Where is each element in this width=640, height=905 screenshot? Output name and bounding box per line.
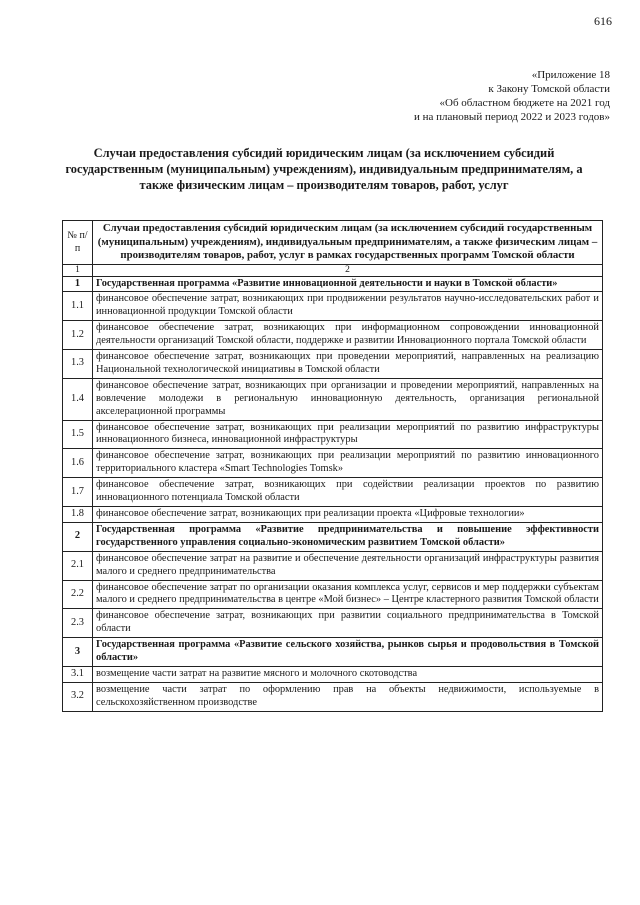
table-row xyxy=(63,666,603,682)
row-number: 1.7 xyxy=(63,478,93,507)
row-number: 1.8 xyxy=(63,507,93,523)
row-number: 2.2 xyxy=(63,580,93,609)
header-description: Случаи предоставления субсидий юридическим лицам (за исключением субсидий государственным (муниципальным) учреждениям), индивидуальным предпринимателям, а также физическим лицам – производителям товаров, работ, услуг в рамках государственных программ Томской области xyxy=(93,221,603,265)
header-number: № п/п xyxy=(63,221,93,265)
row-number: 3 xyxy=(63,638,93,667)
row-description: финансовое обеспечение затрат, возникающих при проведении мероприятий, направленных на реализацию Национальной технологической инициативы в Томской области xyxy=(93,350,603,379)
table-index-row xyxy=(63,264,603,276)
row-description: возмещение части затрат по оформлению прав на объекты недвижимости, используемые в сельскохозяйственном производстве xyxy=(93,682,603,711)
table-row xyxy=(63,580,603,609)
row-description: финансовое обеспечение затрат, возникающих при реализации мероприятий по развитию инновационного территориального кластера «Smart Technologies Tomsk» xyxy=(93,449,603,478)
table-row xyxy=(63,378,603,420)
index-col-1: 1 xyxy=(63,264,93,276)
row-description: финансовое обеспечение затрат, возникающих при реализации мероприятий по развитию инфраструктуры инновационного бизнеса, инновационной инфраструктуры xyxy=(93,420,603,449)
row-number: 3.2 xyxy=(63,682,93,711)
appendix-line: к Закону Томской области xyxy=(488,83,610,95)
program-row xyxy=(63,276,603,292)
index-col-2: 2 xyxy=(93,264,603,276)
table-row xyxy=(63,321,603,350)
row-number: 1.1 xyxy=(63,292,93,321)
row-description: финансовое обеспечение затрат, возникающих при содействии реализации проектов по развитию инновационного потенциала Томской области xyxy=(93,478,603,507)
table-row xyxy=(63,551,603,580)
row-number: 1.5 xyxy=(63,420,93,449)
appendix-header xyxy=(414,68,610,124)
row-description: финансовое обеспечение затрат, возникающих при развитии социального предпринимательства в Томской области xyxy=(93,609,603,638)
table-body xyxy=(63,276,603,711)
table-header-row xyxy=(63,221,603,265)
document-title: Случаи предоставления субсидий юридическим лицам (за исключением субсидий государственным (муниципальным) учреждениям), индивидуальным предпринимателям, а также физическим лицам – производителям товаров, работ, услуг xyxy=(65,146,583,192)
table-row xyxy=(63,420,603,449)
row-number: 2 xyxy=(63,522,93,551)
row-description: финансовое обеспечение затрат, возникающих при информационном сопровождении инновационной деятельности организаций Томской области, поддержке и развитии Инновационного портала Томской области xyxy=(93,321,603,350)
table-row xyxy=(63,682,603,711)
appendix-line: «Приложение 18 xyxy=(531,69,610,81)
program-title: Государственная программа «Развитие инновационной деятельности и науки в Томской области» xyxy=(93,276,603,292)
table-row xyxy=(63,292,603,321)
table-row xyxy=(63,507,603,523)
row-number: 1.2 xyxy=(63,321,93,350)
page-number: 616 xyxy=(594,14,612,28)
program-title: Государственная программа «Развитие предпринимательства и повышение эффективности государственного управления социально-экономическим развитием Томской области» xyxy=(93,522,603,551)
program-row xyxy=(63,522,603,551)
table-row xyxy=(63,350,603,379)
table-row xyxy=(63,478,603,507)
row-number: 1.4 xyxy=(63,378,93,420)
program-row xyxy=(63,638,603,667)
appendix-line: «Об областном бюджете на 2021 год xyxy=(439,97,610,109)
row-description: финансовое обеспечение затрат на развитие и обеспечение деятельности организаций инфраструктуры развития малого и среднего предпринимательства xyxy=(93,551,603,580)
table-row xyxy=(63,609,603,638)
row-description: финансовое обеспечение затрат, возникающих при организации и проведении мероприятий, направленных на вовлечение молодежи в региональную инновационную деятельность, организация региональной акселерационной программы xyxy=(93,378,603,420)
row-description: возмещение части затрат на развитие мясного и молочного скотоводства xyxy=(93,666,603,682)
program-title: Государственная программа «Развитие сельского хозяйства, рынков сырья и продовольствия в Томской области» xyxy=(93,638,603,667)
row-number: 1 xyxy=(63,276,93,292)
row-number: 3.1 xyxy=(63,666,93,682)
appendix-line: и на плановый период 2022 и 2023 годов» xyxy=(413,111,610,123)
row-number: 2.1 xyxy=(63,551,93,580)
row-description: финансовое обеспечение затрат, возникающих при продвижении результатов научно-исследовательских работ и инновационной продукции Томской области xyxy=(93,292,603,321)
subsidy-cases-table xyxy=(62,220,603,712)
row-number: 1.6 xyxy=(63,449,93,478)
row-description: финансовое обеспечение затрат по организации оказания комплекса услуг, сервисов и мер поддержки субъектам малого и среднего предпринимательства в центре «Мой бизнес» – Центре кластерного развития Томской области xyxy=(93,580,603,609)
row-description: финансовое обеспечение затрат, возникающих при реализации проекта «Цифровые технологии» xyxy=(93,507,603,523)
row-number: 1.3 xyxy=(63,350,93,379)
row-number: 2.3 xyxy=(63,609,93,638)
table-row xyxy=(63,449,603,478)
